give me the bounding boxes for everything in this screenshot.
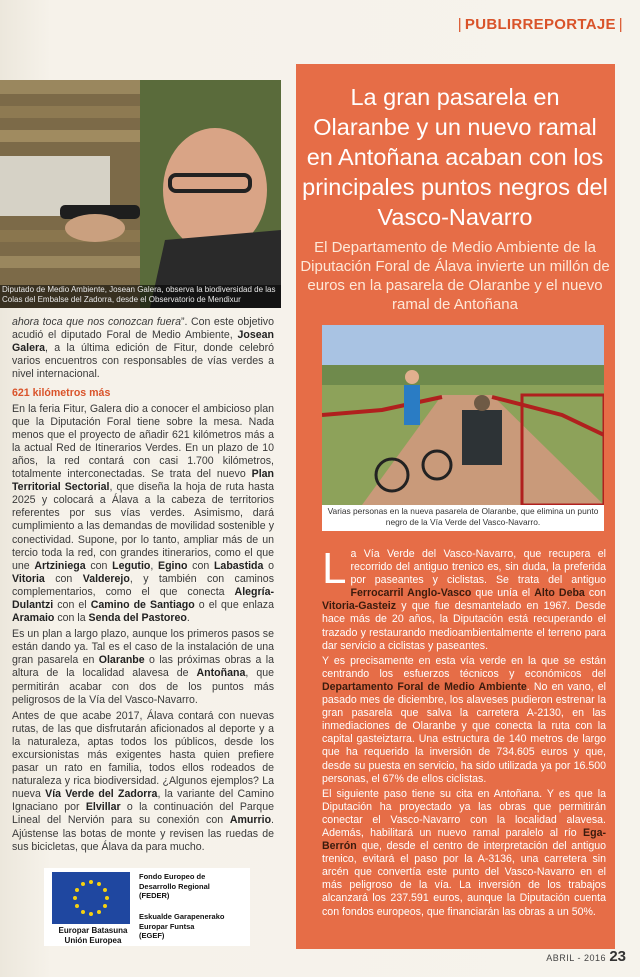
right-paragraph-2: Y es precisamente en esta vía verde en la que se están centrando los esfuerzos técnicos y económicos del Departamento Foral de Medio Ambiente. No en vano, el pasado mes de diciembre, los alaveses pudieron estrenar la gran pasarela que salva la carretera A-2130, en las inmediaciones de Olaranbe y que conecta la ruta con la capital gasteiztarra. Una estructura de 140 metros de largo que ha requerido la inversión de 734.605 euros y que, desde su puesta en servicio, ha sido utilizada ya por 16.500 personas, el 67% de ellos ciclistas. [322, 654, 606, 785]
photo-pasarela [322, 325, 604, 505]
right-paragraph-1: La Vía Verde del Vasco-Navarro, que recupera el recorrido del antiguo trenico es, sin duda, la preferida por paseantes y ciclistas. Se trata del antiguo Ferrocarril Anglo-Vasco que unía el Alto Deba con Vitoria-Gasteiz y que fue desmantelado en 1967. Desde hace más de 20 años, la Diputación está recuperando el trazado y restaurando medioambientalmente el terreno para dar servicio a ciclistas y paseantes. [322, 544, 606, 652]
left-paragraph-1: ahora toca que nos conozcan fuera”. Con este objetivo acudió el diputado Foral de Medio Ambiente, Josean Galera, a la última edición de Fitur, donde celebró varios encuentros con responsables de vías verdes a nivel internacional. [12, 316, 274, 381]
left-paragraph-2: En la feria Fitur, Galera dio a conocer el ambicioso plan que la Diputación Foral tiene sobre la mesa. Nada menos que el proyecto de añadir 621 kilómetros más a la actual Red de Itinerarios Verdes. En un plazo de 10 años, la red contará con casi 1.700 kilómetros, totalmente interconectadas. Se trata del nuevo Plan Territorial Sectorial, que diseña la hoja de ruta hasta 2025 y colocará a Álava a la cabeza de territorios referentes por sus vías verdes. Asimismo, dará cumplimiento a las demandas de movilidad sostenible y conectividad. Supone, por lo tanto, ampliar más de un tercio toda la red, con grandes itinerarios, como el que une Artziniega con Legutio, Egino con Labastida o Vitoria con Valderejo, y también con caminos complementarios, como el que conecta Alegría-Dulantzi con el Camino de Santiago o el que enlaza Aramaio con la Senda del Pastoreo. [12, 402, 275, 625]
issue-date: ABRIL - 2016 [546, 953, 606, 963]
feder-label: Fondo Europeo de Desarrollo Regional (FEDER) [139, 872, 210, 900]
egef-label: Eskualde Garapenerako Europar Funtsa (EGEF) [139, 912, 225, 940]
left-column-text [12, 316, 274, 857]
subheading: 621 kilómetros más [12, 387, 111, 400]
photo-diputado [0, 80, 281, 308]
photo-caption-left: Diputado de Medio Ambiente, Josean Galera, observa la biodiversidad de las Colas del Embalse del Zadorra, desde el Observatorio de Mendixur [2, 285, 276, 304]
article-lead: El Departamento de Medio Ambiente de la Diputación Foral de Álava invierte un millón de euros en la pasarela de Olaranbe y el nuevo ramal de Antoñana [300, 239, 610, 313]
page-number: 23 [609, 948, 626, 965]
left-paragraph-4: Antes de que acabe 2017, Álava contará con nuevas rutas, de las que disfrutarán aficionados al deporte y a la naturaleza, aptas todos los públicos, desde los excursionistas más exigentes hasta quien prefiere pasar un rato en familia, todos ellos rodeados de naturaleza y rica biodiversidad. ¿Algunos ejemplos? La nueva Vía Verde del Zadorra, la variante del Camino Ignaciano por Elvillar o la continuación del Parque Lineal del Nervión para su conexión con Amurrio. Ajústense las botas de monte y revisen las ruedas de sus bicicletas, que Álava da para mucho. [12, 709, 275, 853]
eu-flag-label: Europar Batasuna Unión Europea [58, 926, 128, 945]
drop-cap: L [322, 544, 347, 593]
section-label: | PUBLIRREPORTAJE | [457, 16, 623, 33]
left-paragraph-3: Es un plan a largo plazo, aunque los primeros pasos se están dando ya. Tal es el caso de la instalación de una gran pasarela en Olaranbe o las próximas obras a la altura de la localidad alavesa de Antoñana, que permitirán acabar con dos de los puntos más peligrosos de la Vía del Vasco-Navarro. [12, 628, 274, 706]
eu-funding-logo [44, 868, 250, 946]
right-column-text [322, 544, 606, 921]
right-paragraph-3: El siguiente paso tiene su cita en Antoñana. Y es que la Diputación ha proyectado ya las obras que permitirán conectar el Vasco-Navarro con la localidad alavesa. Además, habilitará un nuevo ramal paralelo al río Ega-Berrón que, desde el centro de interpretación del antiguo trenico, evitará el paso por la A-3136, una carretera sin arcén que convertía este punto del Vasco-Navarro en el más peligroso de la vía. La inversión de los trabajos alcanzará los 237.591 euros, aunque la Diputación cuenta con fondos europeos, que financiarán las obras a un 50%. [322, 787, 606, 918]
eu-flag-icon [52, 872, 130, 924]
photo-caption-right: Varias personas en la nueva pasarela de Olaranbe, que elimina un punto negro de la Vía Verde del Vasco-Navarro. [322, 505, 604, 531]
article-title: La gran pasarela en Olaranbe y un nuevo ramal en Antoñana acaban con los principales puntos negros del Vasco-Navarro [302, 84, 608, 230]
